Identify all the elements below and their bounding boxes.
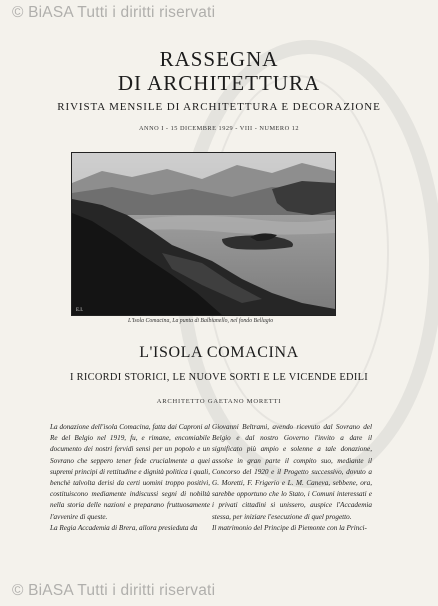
watermark-bottom: © BiASA Tutti i diritti riservati: [12, 582, 216, 599]
text-column-right: [212, 422, 372, 534]
lake-photo: [71, 152, 336, 316]
photo-mark: E.I.: [76, 308, 84, 313]
paragraph: Giovanni Beltrami, avendo ricevuto dal Sovrano del Belgio e dal nostro Governo l'invito a dare il significato più ampio e solenne a tale donazione, assolse in gran parte il compito suo, mediante il Concorso del 1920 e il Progetto successivo, dovuto a G. Moretti, F. Frigerio e L. M. Caneva, sebbene, ora, sarebbe opportuno che lo Stato, i Comuni interessati e i privati cittadini si unissero, auspice l'Accademia stessa, per iniziare l'esecuzione di quel progetto.: [212, 423, 372, 521]
lake-photo-image: [72, 153, 335, 315]
masthead-subtitle: RIVISTA MENSILE DI ARCHITETTURA E DECORAZIONE: [57, 101, 381, 113]
paragraph: La Regia Accademia di Brera, allora presieduta da: [50, 523, 198, 532]
paragraph: Il matrimonio del Principe di Piemonte con la Princi-: [212, 523, 367, 532]
text-column-left: [50, 422, 210, 534]
issue-line: ANNO I - 15 DICEMBRE 1929 - VIII - NUMERO 12: [138, 125, 300, 132]
masthead-line1: RASSEGNA: [159, 47, 279, 71]
photo-caption: L'Isola Comacina, La punta di Balbianello, nel fondo Bellagio: [128, 318, 274, 324]
paragraph: La donazione dell'isola Comacina, fatta dai Caproni al Re del Belgio nel 1919, fu, e rimane, encomiabile documento dei nostri fervidi sensi per un popolo e un Sovrano che seppero tener fede crucialmente a quei supremi principi di rettitudine e dignità politica i quali, benchè talvolta derisi da certi uomini troppo positivi, costituiscono mediamente indiscussi segni di nobiltà nella storia delle nazioni e preparano fruttuosamente l'avvenire di queste.: [50, 423, 210, 521]
article-author: ARCHITETTO GAETANO MORETTI: [156, 398, 282, 405]
masthead-line2: DI ARCHITETTURA: [117, 71, 321, 95]
article-title: L'ISOLA COMACINA: [139, 344, 299, 361]
watermark-top: © BiASA Tutti i diritti riservati: [12, 4, 216, 21]
article-subtitle: I RICORDI STORICI, LE NUOVE SORTI E LE VICENDE EDILI: [70, 372, 368, 383]
